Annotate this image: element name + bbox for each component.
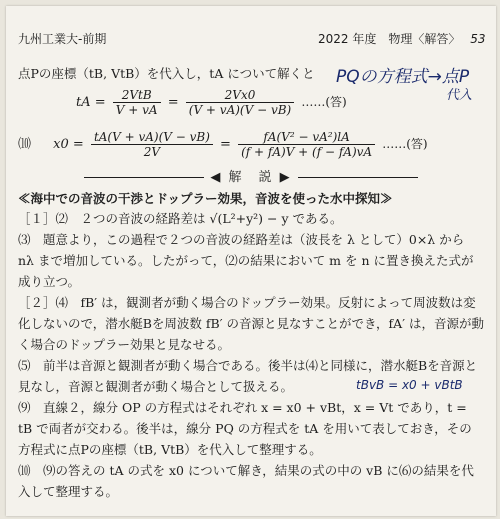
paragraph-2: ⑶ 題意より，この過程で２つの音波の経路差は（波長を λ として）0×λ から nλ まで増加している。したがって，⑵の結果において m を n に置き換えた式が成り立つ。 (18, 232, 474, 289)
paragraph-6: ⑽ ⑼の答えの tA の式を x0 について解き，結果の式の中の vB に⑹の結果を代入して整理する。 (18, 463, 474, 499)
eq-tA-lhs: tA = (76, 95, 106, 110)
kaisetsu-heading: ◀ 解 説 ▶ (46, 166, 456, 185)
intro-line: 点Pの座標（tB, VtB）を代入し，tA について解くと (18, 66, 315, 81)
eq-x0-frac1-num: tA(V + vA)(V − vB) (91, 130, 213, 145)
header-year-subject-text: 2022 年度 物理〈解答〉 (318, 32, 461, 46)
document-page (6, 6, 496, 516)
eq-x0-frac2 (238, 130, 375, 159)
handwritten-note-2: 代入 (446, 88, 473, 103)
eq-x0-tag: ……(答) (382, 137, 428, 151)
eq-tA-frac2-den: (V + vA)(V − vB) (188, 103, 292, 117)
kaisetsu-rule-left (84, 177, 204, 178)
section-title: ≪海中での音波の干渉とドップラー効果，音波を使った水中探知≫ (18, 191, 393, 206)
eq-tA-tag: ……(答) (301, 95, 347, 109)
paragraph-3: ［２］⑷ fB′ は，観測者が動く場合のドップラー効果。反射によって周波数は変化しないので，潜水艇Bを周波数 fB′ の音源と見なすことができ，fA′ は，音源が動く場合のドップラー効果と見なせる。 (18, 295, 484, 352)
eq-x0-frac1 (91, 130, 213, 159)
kaisetsu-rule-right (298, 177, 418, 178)
eq-tA-frac2 (186, 88, 294, 117)
equation-tA (76, 88, 347, 117)
paragraph-1: ［１］⑵ ２つの音波の経路差は √(L²+y²) − y である。 (18, 211, 343, 226)
equation-x0 (18, 130, 428, 159)
kaisetsu-label: 解 説 (228, 170, 274, 185)
eq-x0-lhs: x0 = (53, 137, 84, 152)
paragraph-4: ⑸ 前半は音源と観測者が動く場合である。後半は⑷と同様に，潜水艇Bを音源と見なし，音源と観測者が動く場合として扱える。 (18, 358, 478, 394)
eq-x0-frac2-num: fA(V² − vA²)lA (238, 130, 375, 145)
eq-tA-equals: = (167, 95, 179, 110)
header-year-subject (318, 30, 485, 47)
paragraph-5: ⑼ 直線２，線分 OP の方程式はそれぞれ x = x0 + vBt，x = Vt であり，t = tB で両者が交わる。後半は，線分 PQ の方程式を tA を用いて表しておき，その方程式に点Pの座標（tB, VtB）を代入して整理する。 (18, 400, 472, 457)
eq-tA-frac1-num: 2VtB (113, 88, 161, 103)
eq-x0-equals: = (220, 137, 231, 152)
handwritten-note-3: tBvB = x0 + vBtB (356, 378, 463, 392)
eq-x0-frac1-den: 2V (143, 145, 161, 159)
header-school: 九州工業大-前期 (18, 32, 107, 46)
eq-tA-frac1 (113, 88, 161, 117)
page-number: 53 (470, 32, 486, 46)
eq-x0-label: ⑽ (18, 137, 32, 152)
eq-tA-frac2-num: 2Vx0 (186, 88, 294, 103)
eq-x0-frac2-den: (f + fA)V + (f − fA)vA (241, 145, 373, 159)
eq-tA-frac1-den: V + vA (115, 103, 158, 117)
handwritten-note-1: PQの方程式→点P (336, 67, 470, 87)
